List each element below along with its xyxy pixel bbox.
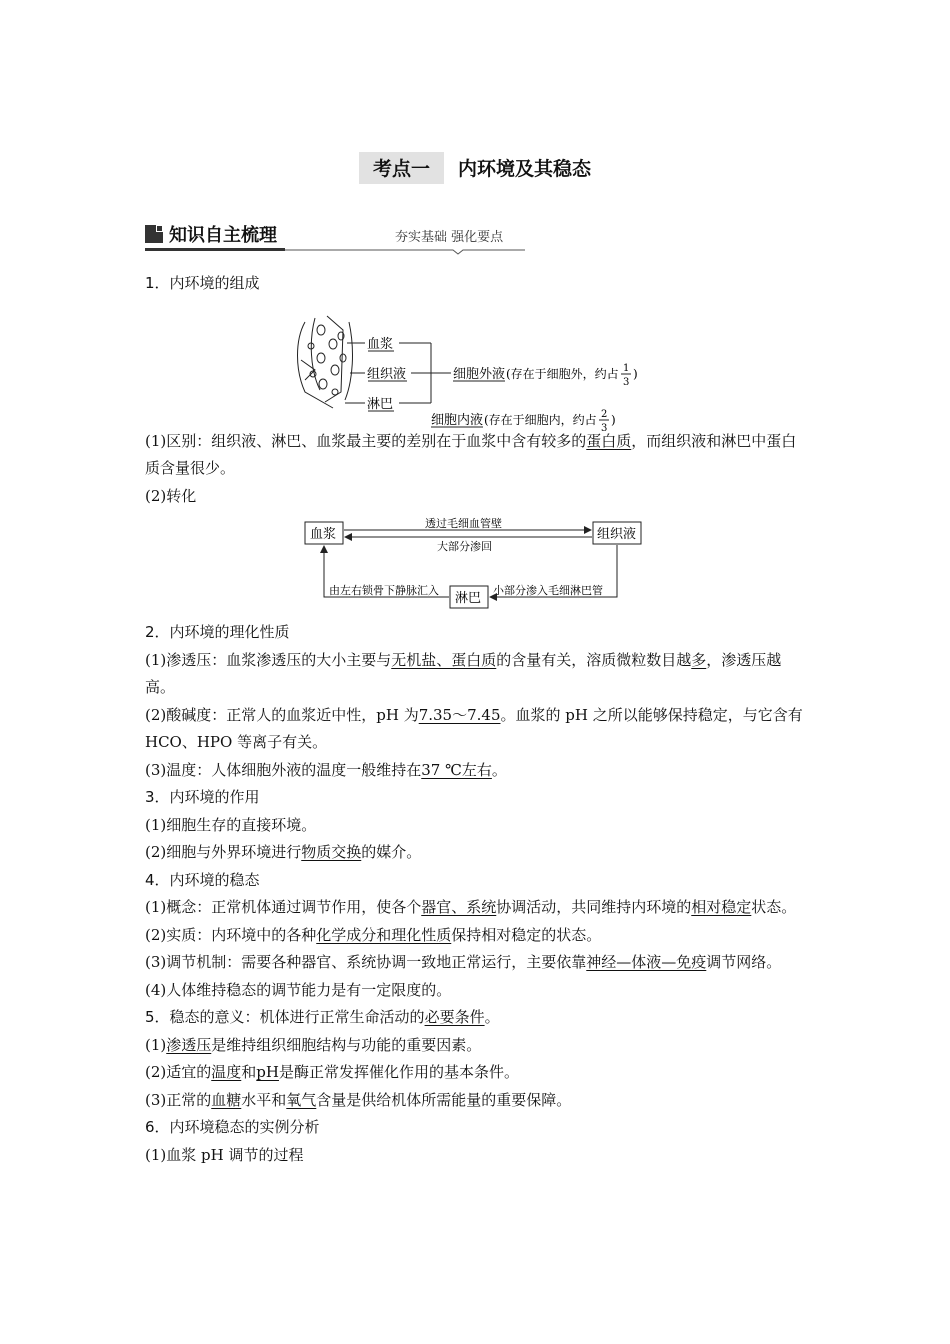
box-lymph-label: 淋巴	[455, 591, 482, 606]
page-title	[0, 152, 950, 184]
extracellular-close: )	[633, 366, 638, 381]
label-plasma: 血浆	[367, 336, 394, 352]
text: 。	[484, 1008, 500, 1026]
para-meaning-3	[145, 1087, 808, 1115]
answer: 器官、系统	[421, 898, 497, 916]
arrow-right-label: 小部分渗入毛细淋巴管	[493, 584, 603, 597]
section-subtitle: 夯实基础 强化要点	[395, 230, 504, 245]
text: (3)温度：人体细胞外液的温度一般维持在	[145, 760, 422, 779]
para-role-2	[145, 839, 808, 867]
conversion-svg	[145, 516, 808, 611]
para-ph-regulation: (1)血浆 pH 调节的过程	[145, 1145, 304, 1164]
text: ，而组织液和淋巴中蛋白质含量很少。	[145, 431, 797, 477]
conversion-diagram	[145, 516, 808, 611]
box-plasma-label: 血浆	[310, 527, 337, 542]
frac-two-den: 3	[601, 422, 608, 434]
intracellular-svg	[145, 404, 808, 434]
arrow-left-label: 由左右锁骨下静脉汇入	[329, 584, 439, 597]
heading-5	[145, 1004, 808, 1032]
text: 含量是供给机体所需能量的重要保障。	[316, 1090, 572, 1109]
composition-svg	[145, 300, 808, 418]
label-tissue-fluid: 组织液	[367, 366, 407, 382]
heading-1: 1．内环境的组成	[145, 274, 260, 292]
answer: 多	[691, 650, 707, 669]
heading-2: 2．内环境的理化性质	[145, 623, 290, 641]
arrow-top-label: 透过毛细血管壁	[425, 517, 502, 530]
para-meaning-1	[145, 1032, 808, 1060]
text: 是维持组织细胞结构与功能的重要因素。	[211, 1035, 482, 1054]
para-mechanism	[145, 949, 808, 977]
section-square-icon	[145, 225, 163, 243]
intracellular-close: )	[611, 412, 616, 427]
label-extracellular: 细胞外液	[453, 366, 506, 382]
answer: pH	[256, 1063, 279, 1081]
text: 状态。	[751, 898, 797, 916]
text: 。血浆的 pH 之所以能够保持稳定，与它含有 HCO、HPO 等离子有关。	[145, 705, 803, 751]
text: 协调活动，共同维持内环境的	[496, 898, 692, 916]
para-meaning-2	[145, 1059, 808, 1087]
para-role-1: (1)细胞生存的直接环境。	[145, 815, 317, 834]
section-divider	[145, 248, 525, 256]
text: (1)	[145, 1035, 167, 1054]
arrow-bottom-label: 大部分渗回	[437, 540, 492, 553]
text: 调节网络。	[706, 953, 782, 971]
para-temperature	[145, 757, 808, 785]
answer: 相对稳定	[691, 898, 752, 916]
heading-4: 4．内环境的稳态	[145, 870, 260, 889]
answer: 血糖	[211, 1090, 242, 1109]
extracellular-note: (存在于细胞外，约占	[506, 366, 619, 381]
para-difference	[145, 428, 808, 483]
box-tissue-label: 组织液	[597, 527, 637, 542]
heading-5-label: 5．稳态的意义：	[145, 1008, 260, 1026]
text: (2)酸碱度：正常人的血浆近中性，pH 为	[145, 705, 419, 724]
answer: 温度	[211, 1063, 242, 1081]
label-lymph: 淋巴	[367, 396, 394, 412]
para-osmotic	[145, 647, 808, 702]
para-concept	[145, 894, 808, 922]
answer: 神经—体液—免疫	[586, 953, 707, 971]
text: 。	[491, 760, 507, 779]
section-title: 知识自主梳理	[169, 225, 277, 246]
para-essence	[145, 922, 808, 950]
answer: 无机盐、蛋白质	[391, 650, 497, 669]
text: 水平和	[241, 1090, 287, 1109]
text: 的含量有关，溶质微粒数目越	[496, 650, 692, 669]
para-conversion: (2)转化	[145, 486, 197, 505]
text: (3)正常的	[145, 1090, 212, 1109]
title-tag: 考点一	[359, 152, 444, 184]
answer: 蛋白质	[586, 431, 632, 450]
text: (1)区别：组织液、淋巴、血浆最主要的差别在于血浆中含有较多的	[145, 431, 587, 450]
text: (2)实质：内环境中的各种	[145, 925, 317, 944]
text: (3)调节机制：需要各种器官、系统协调一致地正常运行，主要依靠	[145, 953, 587, 971]
para-limit: (4)人体维持稳态的调节能力是有一定限度的。	[145, 980, 452, 999]
label-intracellular-text: 细胞内液	[431, 412, 484, 428]
answer: 渗透压	[166, 1035, 212, 1054]
text: 机体进行正常生命活动的	[259, 1008, 425, 1026]
text: 是酶正常发挥催化作用的基本条件。	[278, 1063, 519, 1081]
composition-diagram	[145, 300, 808, 434]
frac-one-den: 3	[623, 376, 630, 388]
frac-two-num: 2	[601, 408, 608, 420]
para-ph	[145, 702, 808, 757]
answer: 37 ℃左右	[421, 760, 492, 779]
answer: 物质交换	[301, 843, 362, 861]
answer: 化学成分和理化性质	[316, 925, 452, 944]
answer: 7.35～7.45	[418, 705, 501, 724]
heading-6: 6．内环境稳态的实例分析	[145, 1118, 320, 1136]
text: (2)细胞与外界环境进行	[145, 843, 302, 861]
text: 保持相对稳定的状态。	[451, 925, 602, 944]
main-content	[145, 270, 808, 1169]
text: 和	[241, 1063, 257, 1081]
title-main: 内环境及其稳态	[458, 158, 592, 180]
text: ，渗透压越高。	[145, 650, 782, 696]
tissue-sketch-icon	[298, 316, 353, 408]
text: 的媒介。	[361, 843, 422, 861]
answer: 氧气	[286, 1090, 317, 1109]
text: (2)适宜的	[145, 1063, 212, 1081]
heading-3: 3．内环境的作用	[145, 788, 260, 806]
answer: 必要条件	[424, 1008, 485, 1026]
frac-one-num: 1	[623, 362, 630, 374]
text: (1)概念：正常机体通过调节作用，使各个	[145, 898, 422, 916]
section-header	[145, 220, 525, 250]
intracellular-note: (存在于细胞内，约占	[484, 412, 597, 427]
text: (1)渗透压：血浆渗透压的大小主要与	[145, 650, 392, 669]
